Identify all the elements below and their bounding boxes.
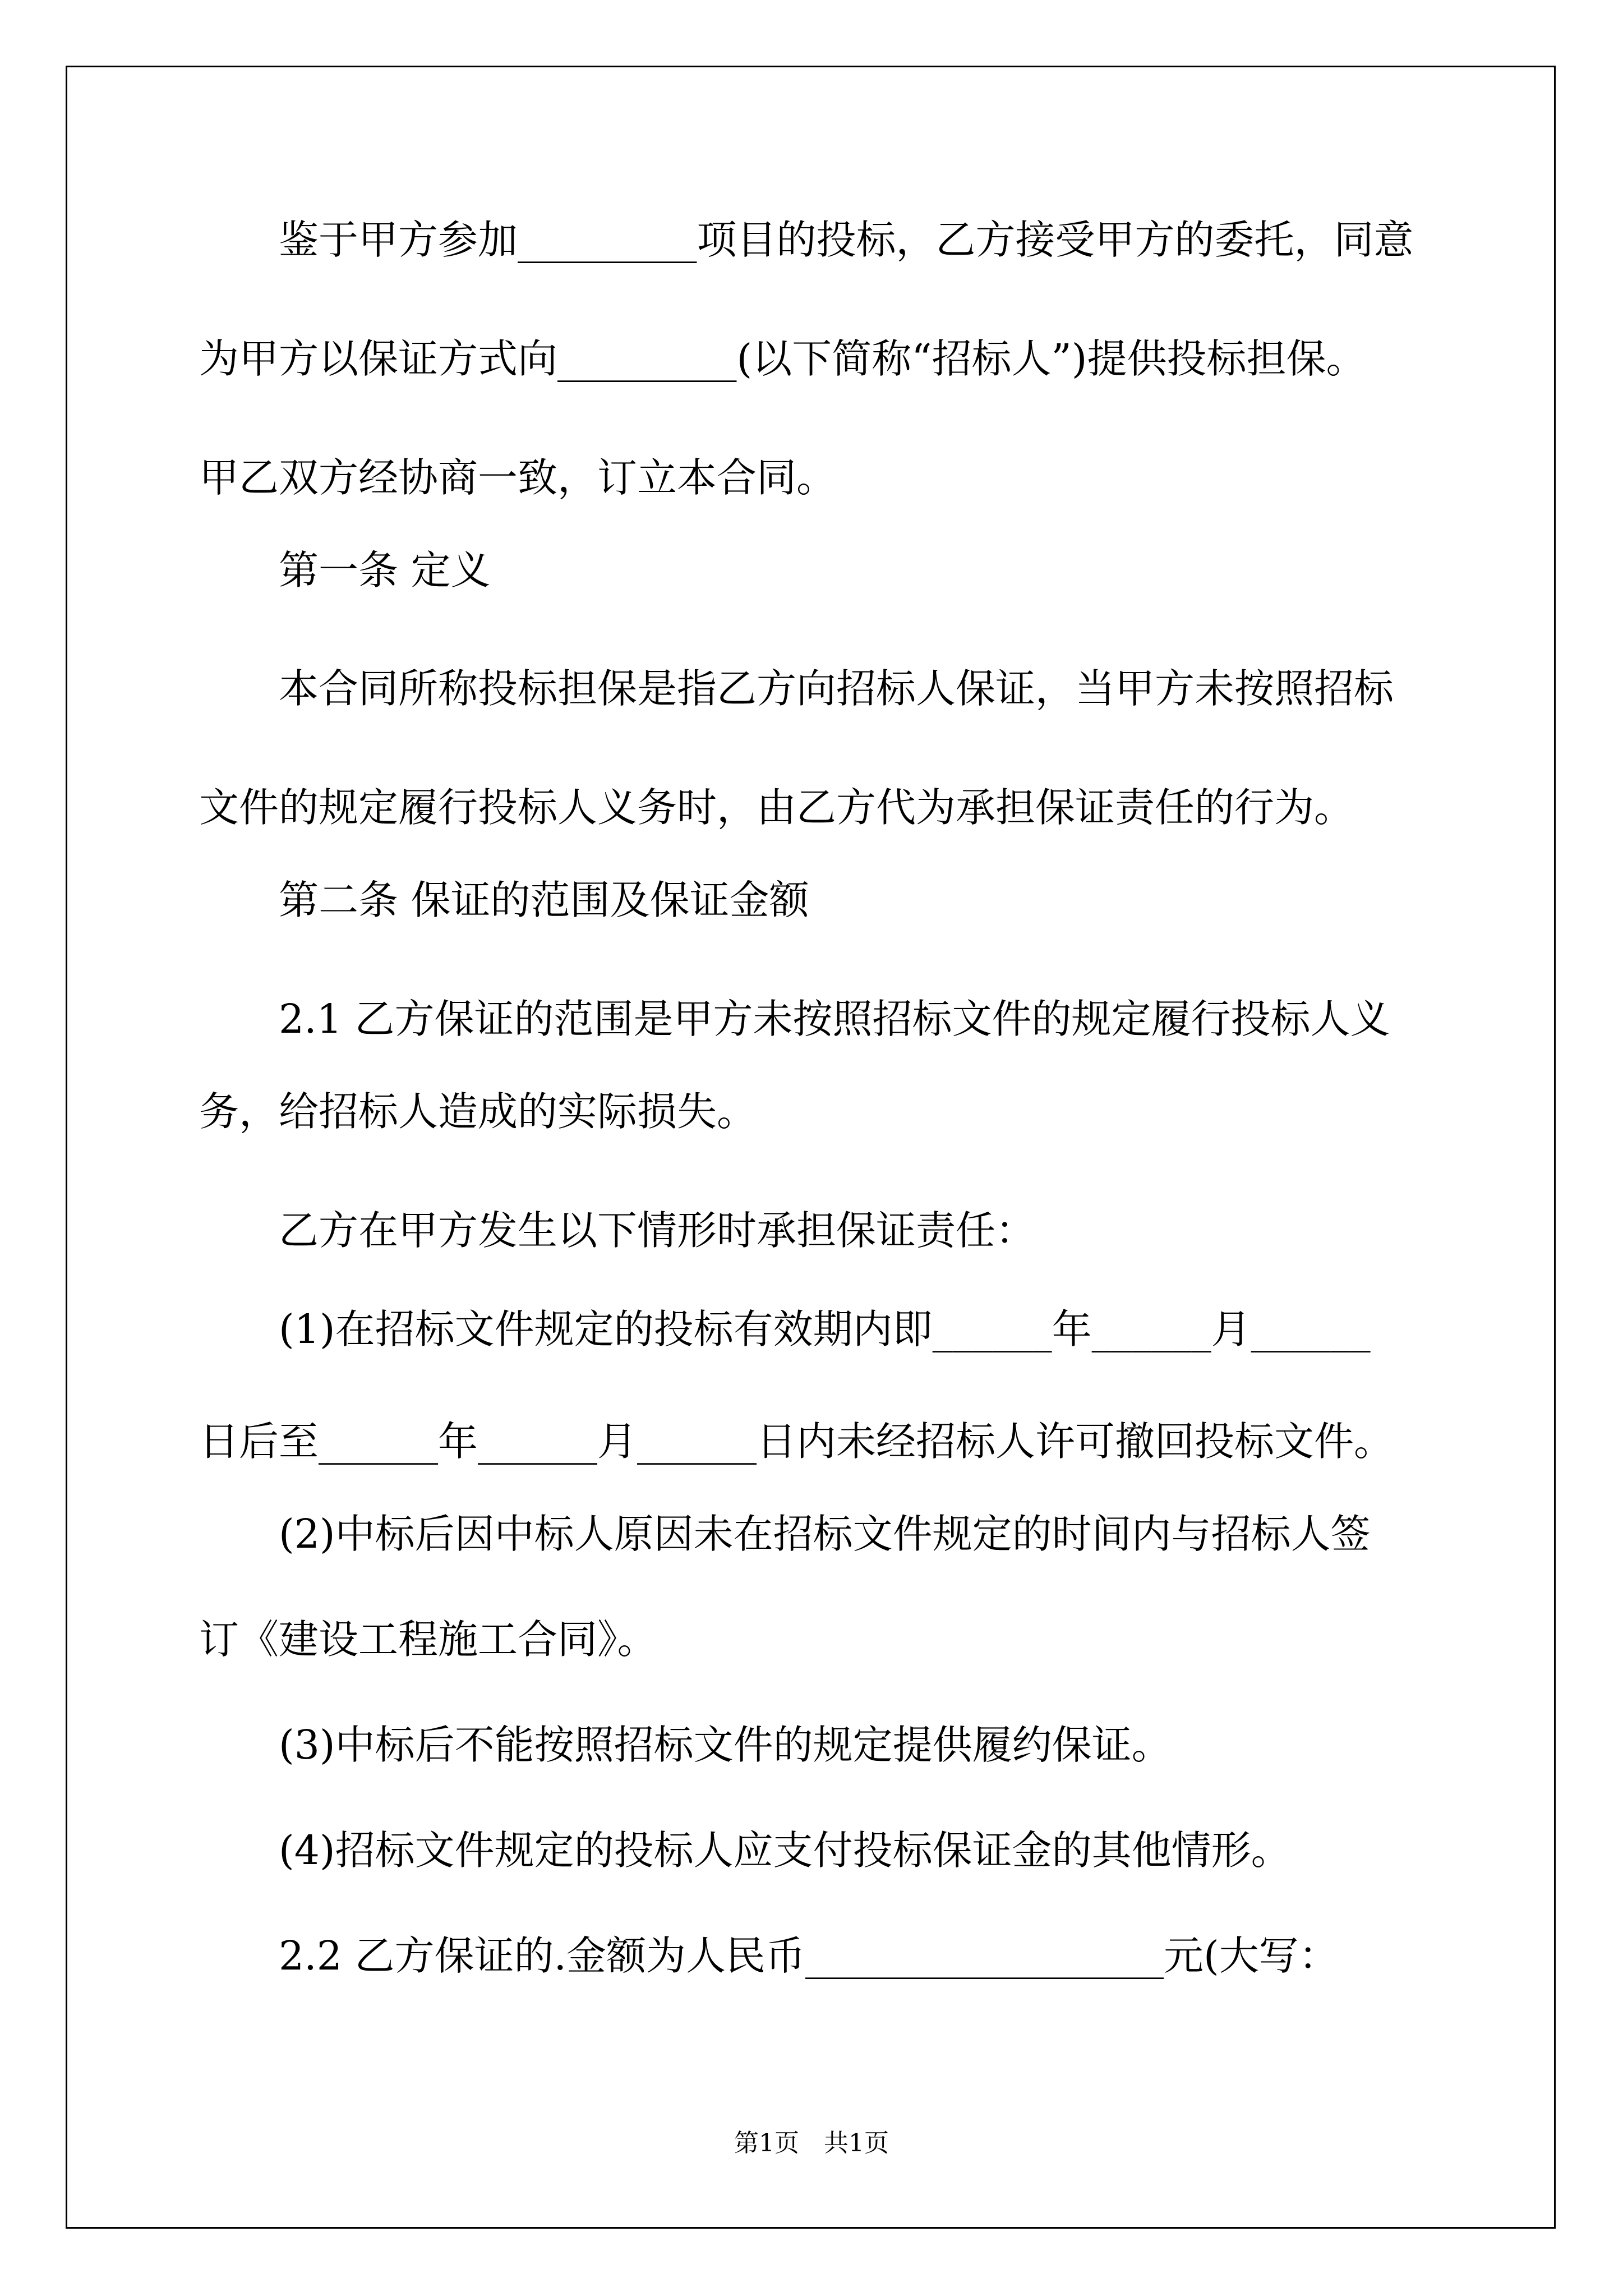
paragraph-line: 甲乙双方经协商一致，订立本合同。: [199, 454, 837, 501]
paragraph-line: 订《建设工程施工合同》。: [199, 1616, 657, 1663]
paragraph-line: 务，给招标人造成的实际损失。: [199, 1088, 757, 1135]
paragraph-line: (3)中标后不能按照招标文件的规定提供履约保证。: [199, 1722, 1172, 1768]
paragraph-line: (1)在招标文件规定的投标有效期内即______年______月______: [199, 1306, 1371, 1352]
page-border: [66, 66, 1556, 2229]
paragraph-line: 文件的规定履行投标人义务时，由乙方代为承担保证责任的行为。: [199, 784, 1354, 831]
section-heading: 第二条 保证的范围及保证金额: [199, 877, 809, 923]
page-number-footer: 第1页 共1页: [734, 2129, 889, 2157]
section-heading: 第一条 定义: [199, 547, 491, 593]
paragraph-line: (2)中标后因中标人原因未在招标文件规定的时间内与招标人签: [199, 1511, 1371, 1557]
paragraph-line: 本合同所称投标担保是指乙方向招标人保证，当甲方未按照招标: [199, 665, 1394, 712]
paragraph-line: 2.1 乙方保证的范围是甲方未按照招标文件的规定履行投标人义: [199, 996, 1390, 1042]
paragraph-line: 乙方在甲方发生以下情形时承担保证责任：: [199, 1207, 1036, 1254]
paragraph-line: 2.2 乙方保证的.金额为人民币__________________元(大写：: [199, 1932, 1339, 1979]
paragraph-line: 鉴于甲方参加_________项目的投标，乙方接受甲方的委托，同意: [199, 217, 1414, 263]
paragraph-line: 日后至______年______月______日内未经招标人许可撤回投标文件。: [199, 1418, 1394, 1465]
paragraph-line: (4)招标文件规定的投标人应支付投标保证金的其他情形。: [199, 1827, 1291, 1874]
paragraph-line: 为甲方以保证方式向_________(以下简称“招标人”)提供投标担保。: [199, 335, 1366, 382]
